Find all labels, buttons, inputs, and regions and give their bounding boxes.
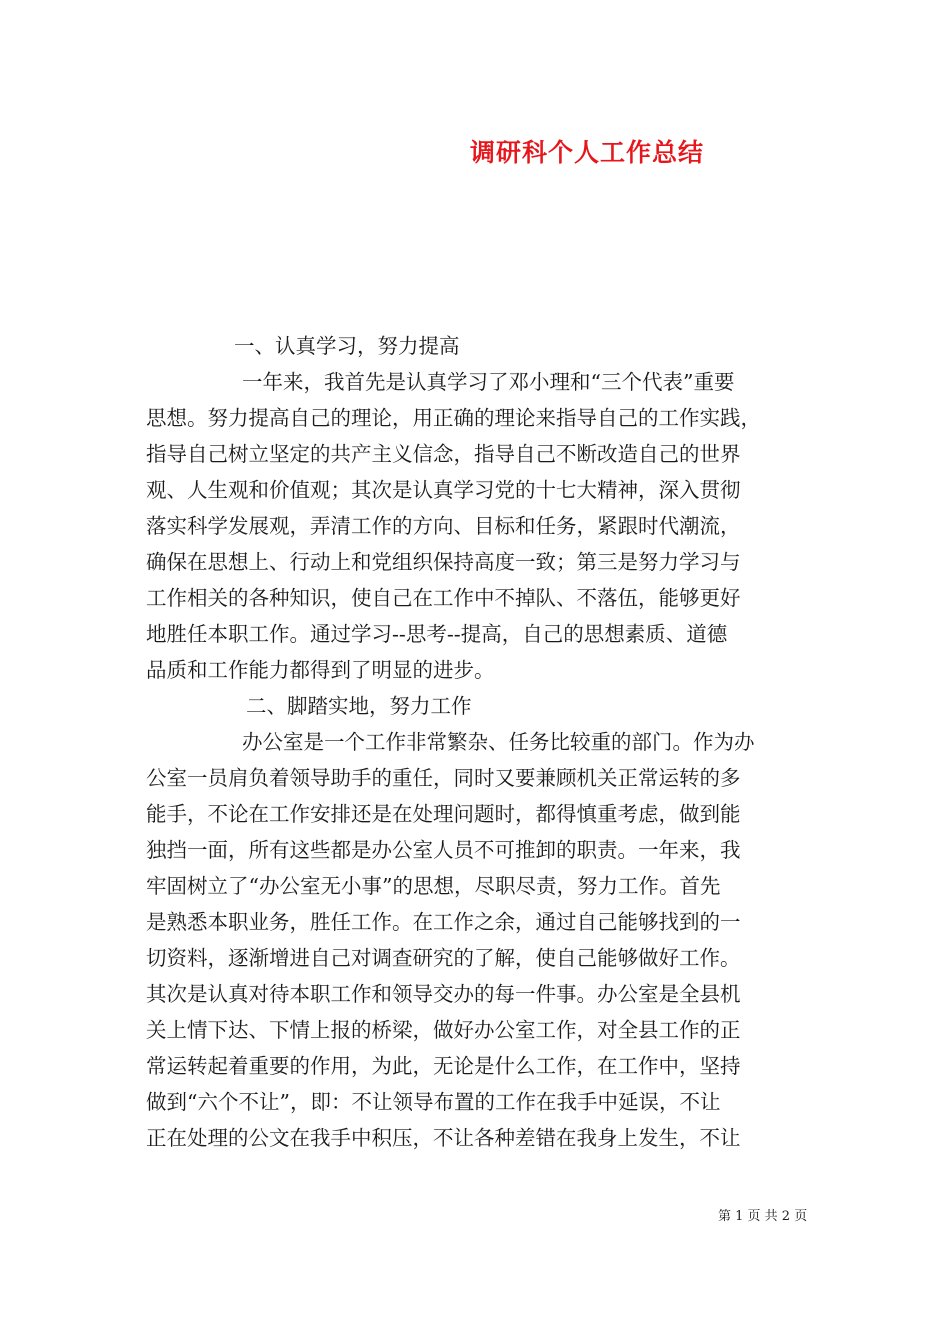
paragraph-line: 地胜任本职工作。通过学习--思考--提高，自己的思想素质、道德 [146, 622, 728, 646]
paragraph-line: 牢固树立了“办公室无小事”的思想，尽职尽责，努力工作。首先 [146, 874, 721, 898]
paragraph-line: 其次是认真对待本职工作和领导交办的每一件事。办公室是全县机 [146, 982, 741, 1006]
paragraph-line: 确保在思想上、行动上和党组织保持高度一致；第三是努力学习与 [146, 550, 741, 574]
page-title: 调研科个人工作总结 [470, 138, 705, 167]
paragraph-line: 能手，不论在工作安排还是在处理问题时，都得慎重考虑，做到能 [146, 802, 741, 826]
paragraph-line: 观、人生观和价值观；其次是认真学习党的十七大精神，深入贯彻 [146, 478, 741, 502]
paragraph-line: 一年来，我首先是认真学习了邓小理和“三个代表”重要 [242, 370, 735, 394]
section-heading-2: 二、脚踏实地，努力工作 [246, 694, 472, 718]
paragraph-line: 思想。努力提高自己的理论，用正确的理论来指导自己的工作实践， [146, 406, 761, 430]
page-number-footer: 第 1 页 共 2 页 [718, 1209, 808, 1224]
paragraph-line: 公室一员肩负着领导助手的重任，同时又要兼顾机关正常运转的多 [146, 766, 741, 790]
paragraph-line: 独挡一面，所有这些都是办公室人员不可推卸的职责。一年来，我 [146, 838, 741, 862]
paragraph-line: 关上情下达、下情上报的桥梁，做好办公室工作，对全县工作的正 [146, 1018, 741, 1042]
paragraph-line: 品质和工作能力都得到了明显的进步。 [146, 658, 495, 682]
paragraph-line: 做到“六个不让”，即：不让领导布置的工作在我手中延误，不让 [146, 1090, 721, 1114]
paragraph-line: 常运转起着重要的作用，为此，无论是什么工作，在工作中，坚持 [146, 1054, 741, 1078]
section-heading-1: 一、认真学习，努力提高 [234, 334, 460, 358]
paragraph-line: 办公室是一个工作非常繁杂、任务比较重的部门。作为办 [242, 730, 755, 754]
paragraph-line: 正在处理的公文在我手中积压，不让各种差错在我身上发生，不让 [146, 1126, 741, 1150]
paragraph-line: 是熟悉本职业务，胜任工作。在工作之余，通过自己能够找到的一 [146, 910, 741, 934]
paragraph-line: 工作相关的各种知识，使自己在工作中不掉队、不落伍，能够更好 [146, 586, 741, 610]
document-body [146, 328, 806, 1156]
paragraph-line: 指导自己树立坚定的共产主义信念，指导自己不断改造自己的世界 [146, 442, 741, 466]
paragraph-line: 落实科学发展观，弄清工作的方向、目标和任务，紧跟时代潮流， [146, 514, 741, 538]
paragraph-line: 切资料，逐渐增进自己对调查研究的了解，使自己能够做好工作。 [146, 946, 741, 970]
